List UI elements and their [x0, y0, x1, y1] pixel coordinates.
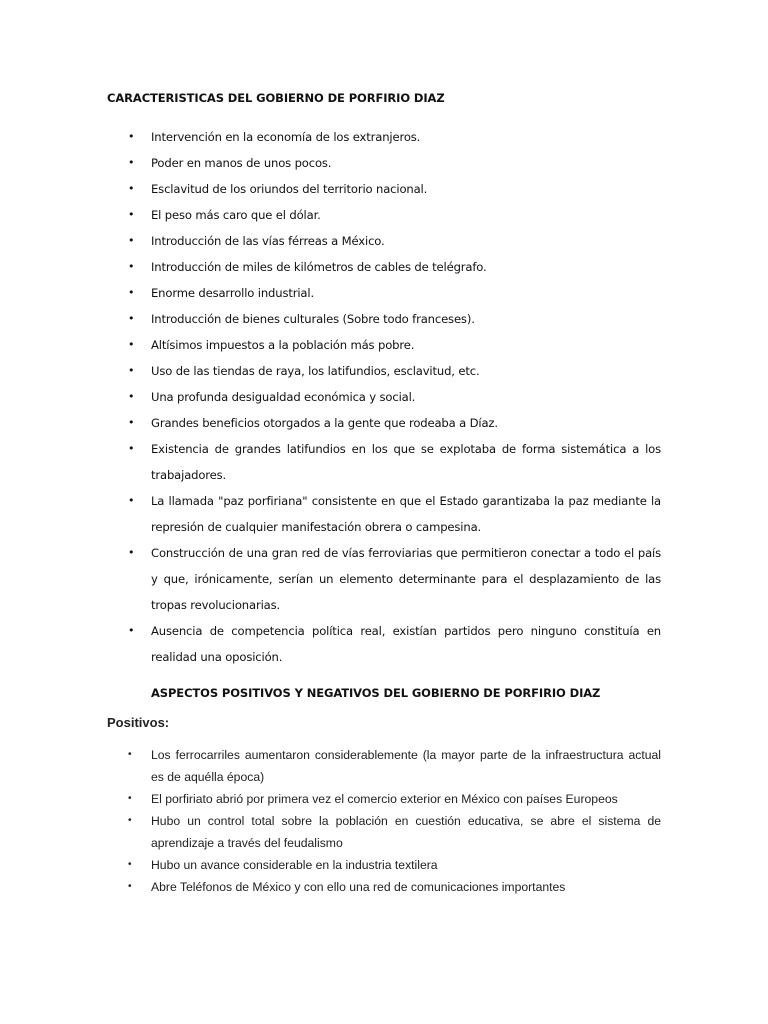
list-item: • Introducción de bienes culturales (Sobre todo franceses). [151, 306, 661, 332]
list-item: • Hubo un control total sobre la población en cuestión educativa, se abre el sistema de aprendizaje a través del feudalismo [151, 810, 661, 854]
list-item: • Hubo un avance considerable en la industria textilera [151, 854, 661, 876]
section-title-aspectos: ASPECTOS POSITIVOS Y NEGATIVOS DEL GOBIERNO DE PORFIRIO DIAZ [151, 686, 601, 700]
list-item: • Introducción de miles de kilómetros de cables de telégrafo. [151, 254, 661, 280]
caracteristicas-list [151, 124, 661, 670]
list-item: • Construcción de una gran red de vías ferroviarias que permitieron conectar a todo el país y que, irónicamente, serían un elemento determinante para el desplazamiento de las tropas revolucionarias. [151, 540, 661, 618]
list-item: • Una profunda desigualdad económica y social. [151, 384, 661, 410]
list-item: • Altísimos impuestos a la población más pobre. [151, 332, 661, 358]
list-item: • Existencia de grandes latifundios en los que se explotaba de forma sistemática a los trabajadores. [151, 436, 661, 488]
list-item: • Intervención en la economía de los extranjeros. [151, 124, 661, 150]
list-item: • Introducción de las vías férreas a México. [151, 228, 661, 254]
list-item: • Ausencia de competencia política real, existían partidos pero ninguno constituía en realidad una oposición. [151, 618, 661, 670]
list-item: • Grandes beneficios otorgados a la gente que rodeaba a Díaz. [151, 410, 661, 436]
list-item: • Esclavitud de los oriundos del territorio nacional. [151, 176, 661, 202]
list-item: • Abre Teléfonos de México y con ello una red de comunicaciones importantes [151, 876, 661, 898]
section-title-caracteristicas: CARACTERISTICAS DEL GOBIERNO DE PORFIRIO DIAZ [107, 91, 445, 105]
list-item: • Uso de las tiendas de raya, los latifundios, esclavitud, etc. [151, 358, 661, 384]
list-item: • El peso más caro que el dólar. [151, 202, 661, 228]
list-item: • Enorme desarrollo industrial. [151, 280, 661, 306]
list-item: • Poder en manos de unos pocos. [151, 150, 661, 176]
positivos-label: Positivos: [107, 715, 170, 730]
list-item: • Los ferrocarriles aumentaron considerablemente (la mayor parte de la infraestructura actual es de aquélla época) [151, 744, 661, 788]
list-item: • La llamada "paz porfiriana" consistente en que el Estado garantizaba la paz mediante la represión de cualquier manifestación obrera o campesina. [151, 488, 661, 540]
list-item: • El porfiriato abrió por primera vez el comercio exterior en México con países Europeos [151, 788, 661, 810]
positivos-list [151, 744, 661, 898]
